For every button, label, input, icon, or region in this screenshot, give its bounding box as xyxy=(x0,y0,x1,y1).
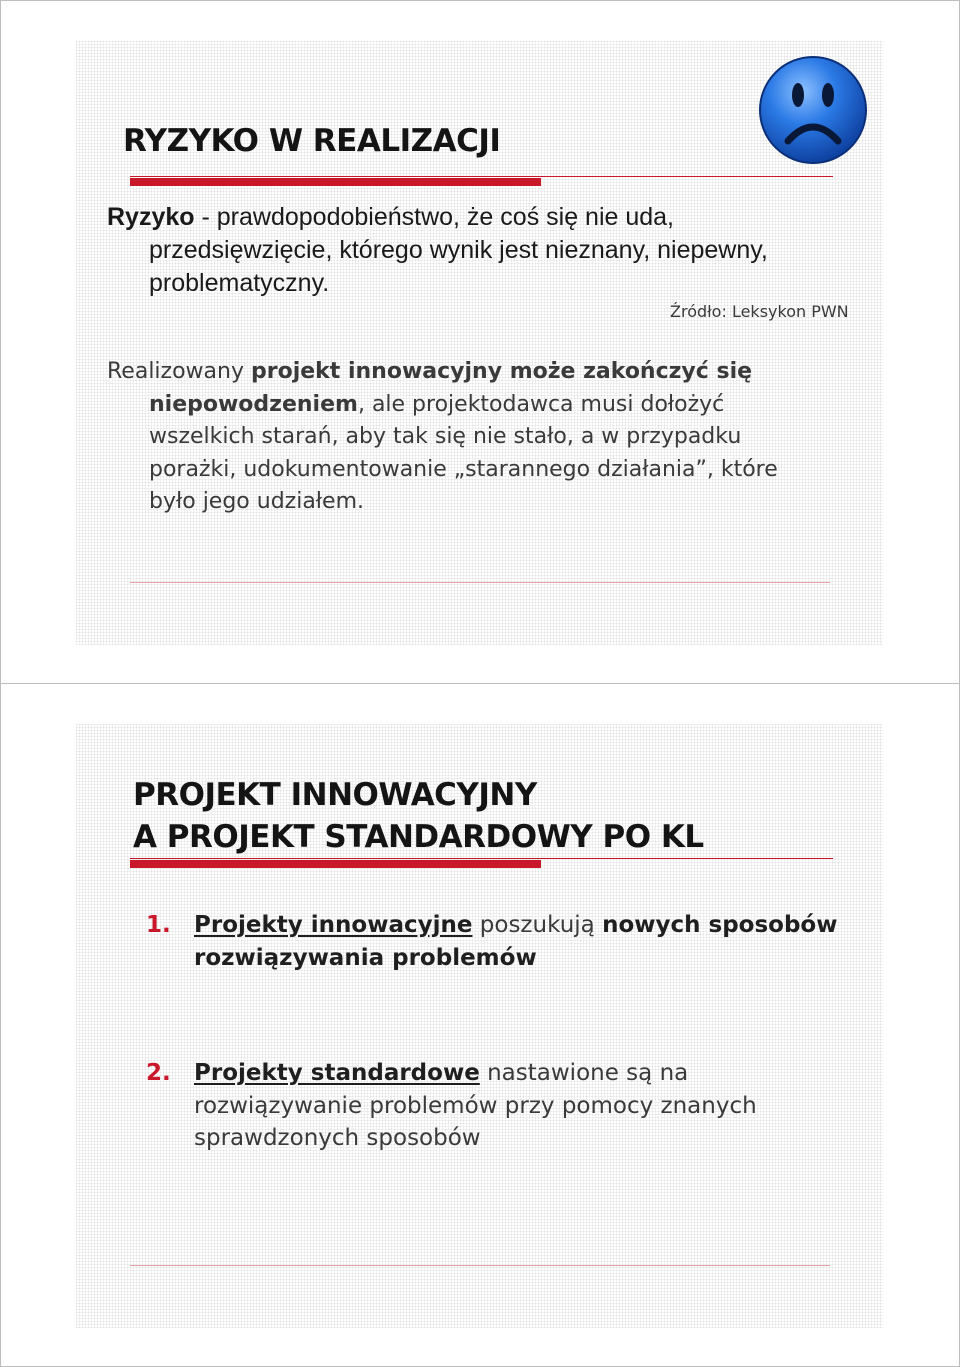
item-lead: Projekty standardowe xyxy=(194,1060,480,1086)
title-line: A PROJEKT STANDARDOWY PO KL xyxy=(133,819,704,855)
page-divider xyxy=(0,683,960,684)
title-rule-thin xyxy=(130,176,833,177)
risk-paragraph xyxy=(107,356,867,519)
paragraph-line: Realizowany projekt innowacyjny może zakończyć się xyxy=(107,359,753,384)
definition-line: przedsięwzięcie, którego wynik jest nieznany, niepewny, xyxy=(149,236,768,264)
title-line: PROJEKT INNOWACYJNY xyxy=(133,777,537,813)
item-lead: Projekty innowacyjne xyxy=(194,912,473,938)
definition-line: Ryzyko - prawdopodobieństwo, że coś się nie uda, xyxy=(107,203,675,231)
list-number: 2. xyxy=(146,1060,171,1086)
list-item: 2. Projekty standardowe nastawione są na rozwiązywanie problemów przy pomocy znanych sprawdzonych sposobów xyxy=(146,1057,866,1155)
paragraph-line: niepowodzeniem, ale projektodawca musi dołożyć xyxy=(149,391,725,417)
title-rule-bar xyxy=(130,178,541,186)
definition-line: problematyczny. xyxy=(149,269,330,297)
definition-term: Ryzyko xyxy=(107,203,195,231)
footer-rule xyxy=(130,1265,830,1266)
slide-title xyxy=(133,774,704,858)
paragraph-line: wszelkich starań, aby tak się nie stało, a w przypadku xyxy=(149,424,742,449)
risk-definition xyxy=(107,201,852,300)
slide-title: RYZYKO W REALIZACJI xyxy=(123,123,501,159)
paragraph-line: było jego udziałem. xyxy=(149,489,365,514)
footer-rule xyxy=(130,582,830,583)
slide-innovative-vs-standard xyxy=(76,724,883,1328)
paragraph-line: porażki, udokumentowanie „starannego działania”, które xyxy=(149,456,778,482)
slide-risk xyxy=(76,41,883,645)
list-item: 1. Projekty innowacyjne poszukują nowych sposobów rozwiązywania problemów xyxy=(146,909,866,974)
sad-face-icon xyxy=(758,55,868,165)
source-citation: Źródło: Leksykon PWN xyxy=(670,302,849,321)
title-rule-thin xyxy=(130,858,833,859)
title-rule-bar xyxy=(130,860,541,868)
list-number: 1. xyxy=(146,912,171,938)
